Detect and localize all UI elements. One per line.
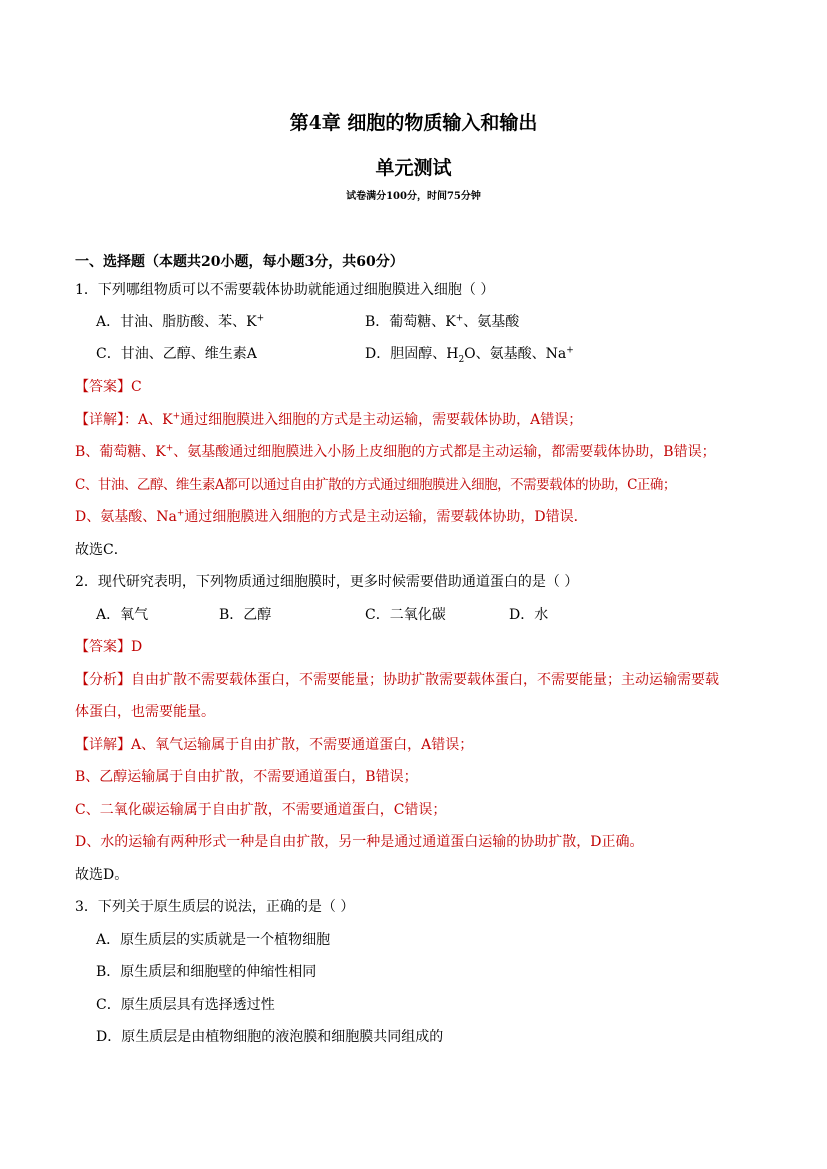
- q1-option-c: C．甘油、乙醇、维生素A: [96, 346, 257, 362]
- q2-stem: 2．现代研究表明，下列物质通过细胞膜时，更多时候需要借助通道蛋白的是（ ）: [75, 574, 579, 590]
- q1-detail-1: 【详解】：A、K+通过细胞膜进入细胞的方式是主动运输，需要载体协助，A错误；: [75, 411, 583, 428]
- q2-detail-4: D、水的运输有两种形式一种是自由扩散，另一种是通过通道蛋白运输的协助扩散，D正确。: [75, 834, 644, 850]
- page-subtitle: 单元测试: [375, 157, 452, 179]
- q3-option-a: A．原生质层的实质就是一个植物细胞: [96, 932, 331, 948]
- q2-analysis-2: 体蛋白，也需要能量。: [75, 704, 215, 720]
- q3-option-b: B．原生质层和细胞壁的伸缩性相同: [96, 964, 317, 980]
- q1-option-a: A．甘油、脂肪酸、苯、K+: [96, 313, 265, 330]
- q2-option-b: B．乙醇: [219, 607, 272, 623]
- q1-option-b: B．葡萄糖、K+、氨基酸: [365, 313, 520, 330]
- q3-option-d: D．原生质层是由植物细胞的液泡膜和细胞膜共同组成的: [96, 1029, 444, 1045]
- q2-option-d: D．水: [509, 607, 549, 623]
- q1-option-d: D．胆固醇、$H_2O$、氨基酸、Na+: [365, 345, 574, 365]
- q1-conclusion: 故选C．: [75, 542, 128, 558]
- q2-detail-2: B、乙醇运输属于自由扩散，不需要通道蛋白，B错误；: [75, 769, 418, 785]
- q2-detail-1: 【详解】A、氧气运输属于自由扩散，不需要通道蛋白，A错误；: [75, 737, 474, 753]
- exam-info: 试卷满分100分，时间75分钟: [346, 191, 481, 202]
- q3-option-c: C．原生质层具有选择透过性: [96, 997, 275, 1013]
- section-heading: 一、选择题（本题共20小题，每小题3分，共60分）: [75, 254, 404, 270]
- q3-stem: 3．下列关于原生质层的说法，正确的是（ ）: [75, 899, 355, 915]
- q1-detail-4: D、氨基酸、Na+通过细胞膜进入细胞的方式是主动运输，需要载体协助，D错误．: [75, 508, 588, 525]
- q2-analysis-1: 【分析】自由扩散不需要载体蛋白，不需要能量；协助扩散需要载体蛋白，不需要能量；主动运输需要载: [75, 672, 719, 688]
- q1-answer: 【答案】C: [75, 379, 142, 395]
- q1-stem: 1．下列哪组物质可以不需要载体协助就能通过细胞膜进入细胞（ ）: [75, 282, 495, 298]
- q2-conclusion: 故选D。: [75, 867, 129, 883]
- chapter-title: 第4章 细胞的物质输入和输出: [289, 112, 538, 134]
- q2-detail-3: C、二氧化碳运输属于自由扩散，不需要通道蛋白，C错误；: [75, 802, 447, 818]
- q1-detail-2: B、葡萄糖、K+、氨基酸通过细胞膜进入小肠上皮细胞的方式都是主动运输，都需要载体协助，B错误；: [75, 443, 716, 460]
- q2-option-c: C．二氧化碳: [365, 607, 446, 623]
- q1-detail-3: C、甘油、乙醇、维生素A都可以通过自由扩散的方式通过细胞膜进入细胞，不需要载体的协助，C正确；: [75, 477, 676, 493]
- q2-answer: 【答案】D: [75, 639, 143, 655]
- q2-option-a: A．氧气: [96, 607, 149, 623]
